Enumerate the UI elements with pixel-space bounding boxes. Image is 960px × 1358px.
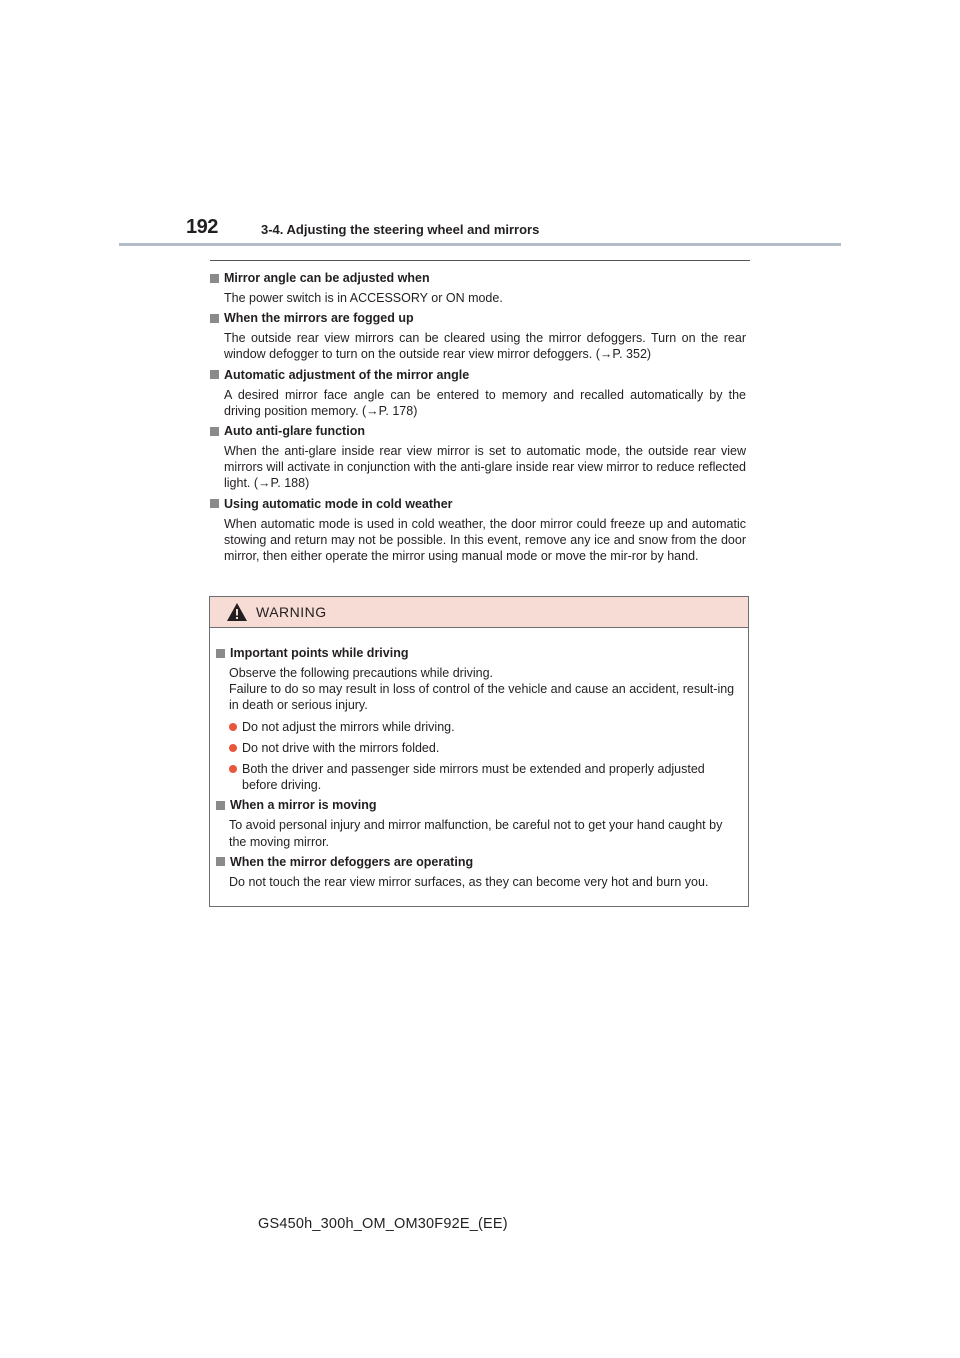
bullet-dot-icon: [229, 723, 237, 731]
warning-section-title: When a mirror is moving: [230, 798, 377, 813]
page-number: 192: [186, 216, 218, 238]
warning-label: WARNING: [256, 604, 327, 620]
bullet-dot-icon: [229, 765, 237, 773]
warning-bullet: [216, 740, 742, 756]
warning-triangle-icon: [226, 602, 248, 622]
square-marker-icon: [210, 499, 219, 508]
note-body: When automatic mode is used in cold weather, the door mirror could freeze up and automatic stowing and return may not be possible. In this event, remove any ice and snow from the door mirror, then either operate the mirror using manual mode or move the mir-ror by hand.: [224, 516, 746, 564]
note-title: Automatic adjustment of the mirror angle: [224, 367, 470, 382]
warning-section-title: Important points while driving: [230, 646, 409, 660]
note-body: A desired mirror face angle can be entered to memory and recalled automatically by the driving position memory. (→P. 178): [224, 387, 746, 418]
note-item: [210, 422, 746, 492]
square-marker-icon: [210, 427, 219, 436]
note-item: [210, 366, 746, 419]
note-title: Mirror angle can be adjusted when: [224, 271, 430, 285]
note-title: Using automatic mode in cold weather: [224, 496, 453, 511]
warning-section-text: Failure to do so may result in loss of control of the vehicle and cause an accident, result-ing in death or serious injury.: [229, 682, 735, 713]
square-marker-icon: [216, 801, 225, 810]
note-item: [210, 269, 746, 306]
warning-section-text: To avoid personal injury and mirror malfunction, be careful not to get your hand caught by the moving mirror.: [229, 818, 723, 849]
content-divider: [210, 260, 750, 261]
note-body: The outside rear view mirrors can be cleared using the mirror defoggers. Turn on the rear window defogger to turn on the outside rear view mirror defoggers. (→P. 352): [224, 331, 746, 362]
header-divider: [119, 243, 841, 246]
square-marker-icon: [210, 274, 219, 283]
warning-header: [210, 597, 748, 628]
note-item: [210, 309, 746, 362]
bullet-dot-icon: [229, 744, 237, 752]
square-marker-icon: [210, 370, 219, 379]
note-title: When the mirrors are fogged up: [224, 311, 414, 326]
warning-section-title: When the mirror defoggers are operating: [230, 854, 474, 869]
warning-bullet-text: Do not adjust the mirrors while driving.: [242, 719, 455, 734]
note-body: The power switch is in ACCESSORY or ON mode.: [224, 291, 503, 305]
warning-bullet: [216, 761, 742, 793]
warning-section-text: Observe the following precautions while driving.: [229, 666, 494, 680]
note-item: [210, 495, 746, 565]
warning-body: [210, 628, 748, 890]
warning-box: [209, 596, 749, 907]
document-code: GS450h_300h_OM_OM30F92E_(EE): [258, 1216, 508, 1232]
warning-bullet-text: Do not drive with the mirrors folded.: [242, 740, 440, 755]
notes-list: [210, 269, 746, 567]
section-title: 3-4. Adjusting the steering wheel and mirrors: [261, 222, 540, 237]
note-title: Auto anti-glare function: [224, 424, 365, 439]
note-body: When the anti-glare inside rear view mirror is set to automatic mode, the outside rear view mirrors will activate in conjunction with the anti-glare inside rear view mirror to reduce reflected light. (→P. 188): [224, 444, 746, 491]
square-marker-icon: [216, 857, 225, 866]
warning-bullet-text: Both the driver and passenger side mirrors must be extended and properly adjusted before driving.: [242, 762, 705, 793]
warning-bullet: [216, 719, 742, 735]
square-marker-icon: [216, 649, 225, 658]
warning-section-text: Do not touch the rear view mirror surfaces, as they can become very hot and burn you.: [229, 874, 709, 889]
square-marker-icon: [210, 314, 219, 323]
